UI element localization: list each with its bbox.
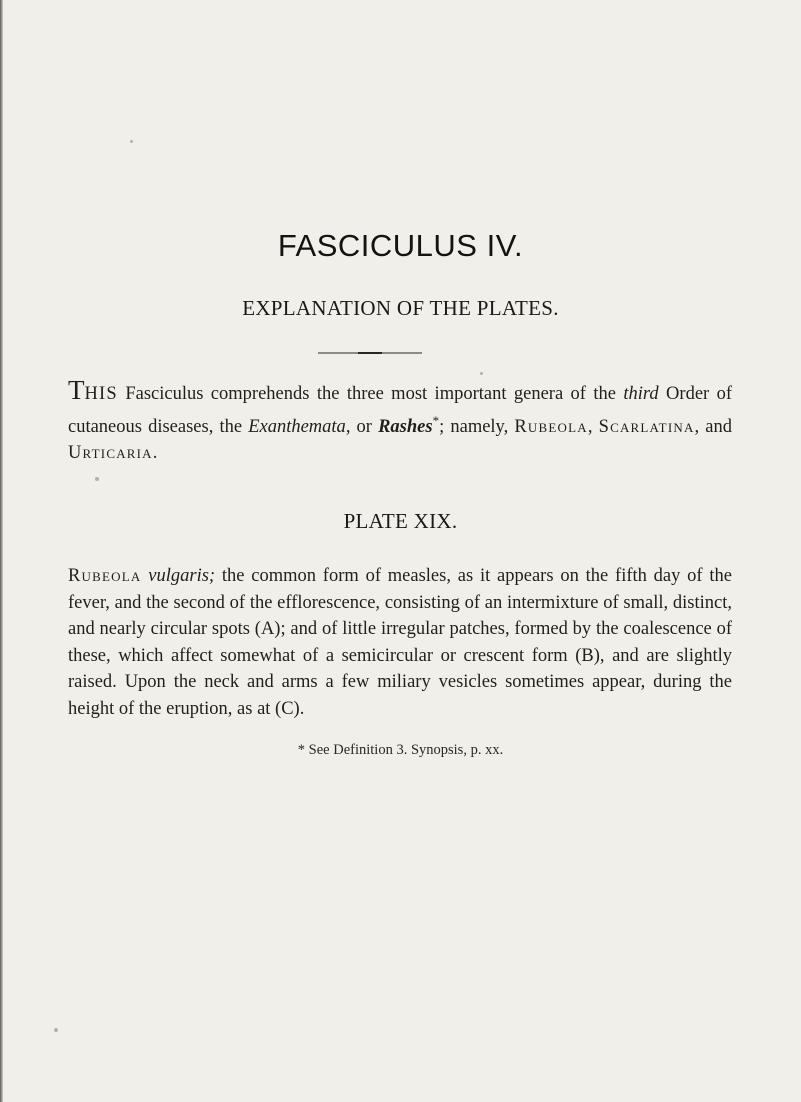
- fascicle-title: FASCICULUS IV.: [277, 228, 524, 263]
- intro-text: ; namely,: [439, 416, 515, 437]
- paper-speck: [130, 140, 133, 143]
- plate-heading: PLATE XIX.: [343, 509, 458, 533]
- plate-species: vulgaris;: [148, 566, 216, 586]
- footnote-reference: *: [432, 412, 440, 428]
- genus-scarlatina: Scarlatina: [598, 416, 695, 437]
- paper-speck: [95, 477, 99, 481]
- term-exanthemata: Exanthemata: [248, 416, 346, 437]
- footnote: * See Definition 3. Synopsis, p. xx.: [297, 742, 504, 758]
- ornamental-rule: [318, 352, 422, 354]
- plate-genus: Rubeola: [68, 566, 142, 586]
- intro-text: , or: [345, 416, 379, 437]
- intro-text: Fasciculus comprehends the three most important genera of the: [117, 384, 624, 404]
- page-binding-edge: [0, 0, 3, 1102]
- intro-text: Order of cutaneous diseases, the: [68, 384, 732, 437]
- sentence-end: .: [152, 443, 158, 464]
- paper-speck: [54, 1028, 58, 1032]
- term-rashes: Rashes: [378, 416, 433, 437]
- section-title: EXPLANATION OF THE PLATES.: [242, 296, 559, 320]
- genus-rubeola: Rubeola: [514, 416, 588, 437]
- paper-speck: [480, 372, 483, 375]
- first-word-rest: HIS: [84, 384, 118, 404]
- separator: ,: [587, 416, 599, 437]
- plate-text: the common form of measles, as it appears on the fifth day of the fever, and the second of the efflorescence, consisting of an intermixture of small, distinct, and nearly circular spots (A); and of little irregular patches, formed by the coalescence of these, which affect somewhat of a semicircular or crescent form (B), and are slightly raised. Upon the neck and arms a few miliary vesicles sometimes appear, during the height of the eruption, as at (C).: [68, 566, 732, 719]
- separator: , and: [694, 416, 733, 437]
- emphasis-third: third: [623, 384, 659, 404]
- intro-paragraph: [68, 377, 732, 467]
- drop-cap: T: [68, 375, 85, 405]
- genus-urticaria: Urticaria: [68, 443, 153, 464]
- plate-description: [68, 563, 732, 722]
